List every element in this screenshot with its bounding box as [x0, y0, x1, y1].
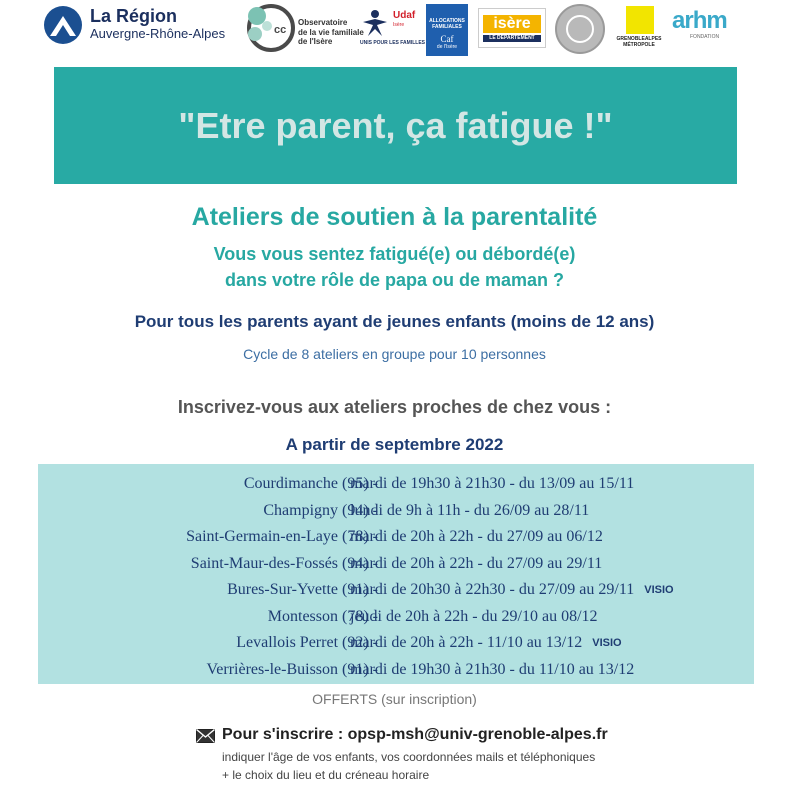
- main-heading: Ateliers de soutien à la parentalité: [191, 203, 598, 231]
- free-notice: OFFERTS (sur inscription): [312, 691, 477, 707]
- observatoire-logo-icon: [243, 2, 297, 52]
- start-date: A partir de septembre 2022: [285, 435, 504, 454]
- cycle-text: Cycle de 8 ateliers en groupe pour 10 personnes: [243, 346, 546, 362]
- region-name: La Région: [90, 6, 178, 26]
- schedule-dates: mardi de 20h30 à 22h30 - du 27/09 au 29/11 VISIO: [350, 581, 674, 598]
- registration-note-line2: + le choix du lieu et du créneau horaire: [222, 768, 430, 782]
- schedule-row: [38, 551, 754, 577]
- schedule-dates: jeudi de 20h à 22h - du 29/10 au 08/12: [350, 608, 598, 625]
- schedule-dates: mardi de 19h30 à 21h30 - du 11/10 au 13/12: [350, 661, 635, 678]
- schedule-location: Bures-Sur-Yvette (91) -: [227, 581, 378, 598]
- schedule-row: [38, 657, 754, 683]
- caf-logo: [426, 4, 468, 56]
- observatoire-logo-text: Observatoire de la vie familiale de l'Isère: [298, 18, 364, 46]
- title-banner: [54, 67, 737, 184]
- svg-text:cc: cc: [274, 24, 287, 36]
- caf-top-line2: FAMILIALES: [432, 24, 462, 30]
- udaf-logo: [360, 8, 424, 52]
- ville-de-grenoble-seal-icon: [555, 4, 605, 54]
- schedule-dates: mardi de 19h30 à 21h30 - du 13/09 au 15/11: [350, 475, 635, 492]
- arhm-name: arhm: [672, 7, 727, 34]
- region-logo-text: [90, 6, 225, 42]
- register-heading: Inscrivez-vous aux ateliers proches de chez vous :: [177, 397, 612, 417]
- caf-name: Caf: [440, 34, 454, 44]
- schedule-dates: lundi de 9h à 11h - du 26/09 au 28/11: [350, 502, 590, 519]
- schedule-row: [38, 524, 754, 550]
- metropole-text: GRENOBLEALPES MÉTROPOLE: [616, 36, 662, 48]
- visio-badge: VISIO: [644, 584, 674, 596]
- schedule-dates: mardi de 20h à 22h - du 27/09 au 06/12: [350, 528, 603, 545]
- schedule-row: [38, 498, 754, 524]
- schedule-dates: mardi de 20h à 22h - 11/10 au 13/12 VISIO: [350, 634, 622, 651]
- udaf-tagline: UNIS POUR LES FAMILLES: [360, 40, 426, 46]
- banner-title: "Etre parent, ça fatigue !": [178, 105, 613, 146]
- schedule-row: [38, 604, 754, 630]
- schedule-location: Saint-Germain-en-Laye (78) -: [186, 528, 378, 545]
- schedule-table: [38, 464, 754, 684]
- region-logo-icon: [44, 6, 82, 44]
- schedule-row: [38, 630, 754, 656]
- udaf-logo-icon: [360, 8, 390, 38]
- schedule-row: [38, 471, 754, 497]
- metropole-logo-icon: [626, 6, 654, 34]
- isere-logo: [478, 8, 546, 48]
- audience-text: Pour tous les parents ayant de jeunes enfants (moins de 12 ans): [134, 312, 655, 331]
- sub-heading-line2: dans votre rôle de papa ou de maman ?: [224, 270, 565, 290]
- schedule-dates: mardi de 20h à 22h - du 27/09 au 29/11: [350, 555, 603, 572]
- udaf-name: Udaf: [393, 10, 416, 21]
- schedule-location: Courdimanche (95) -: [243, 475, 378, 492]
- arhm-sub: FONDATION: [690, 34, 720, 40]
- udaf-sub: Isère: [393, 22, 405, 28]
- sub-heading-line1: Vous vous sentez fatigué(e) ou débordé(e): [213, 244, 576, 264]
- schedule-location: Verrières-le-Buisson (91) -: [206, 661, 378, 678]
- seal-inner-ring: [566, 15, 594, 43]
- envelope-icon: [196, 729, 215, 743]
- schedule-location: Saint-Maur-des-Fossés (94) -: [190, 555, 378, 572]
- visio-badge: VISIO: [592, 637, 622, 649]
- isere-name: isère: [483, 15, 541, 33]
- metropole-logo: [612, 6, 666, 52]
- caf-top-line1: ALLOCATIONS: [429, 18, 465, 24]
- schedule-row: [38, 577, 754, 603]
- schedule-location: Champigny (94) -: [263, 502, 378, 519]
- caf-sub: de l'Isère: [436, 44, 458, 50]
- schedule-location: Levallois Perret (92) -: [236, 634, 378, 651]
- region-subname: Auvergne-Rhône-Alpes: [90, 26, 226, 41]
- schedule-location: Montesson (78) -: [267, 608, 378, 625]
- partner-logos: [0, 0, 789, 62]
- registration-contact[interactable]: Pour s'inscrire : opsp-msh@univ-grenoble-alpes.fr: [222, 726, 608, 743]
- arhm-logo: [672, 8, 736, 48]
- isere-sub: LE DÉPARTEMENT: [483, 35, 541, 42]
- registration-note-line1: indiquer l'âge de vos enfants, vos coordonnées mails et téléphoniques: [222, 750, 596, 764]
